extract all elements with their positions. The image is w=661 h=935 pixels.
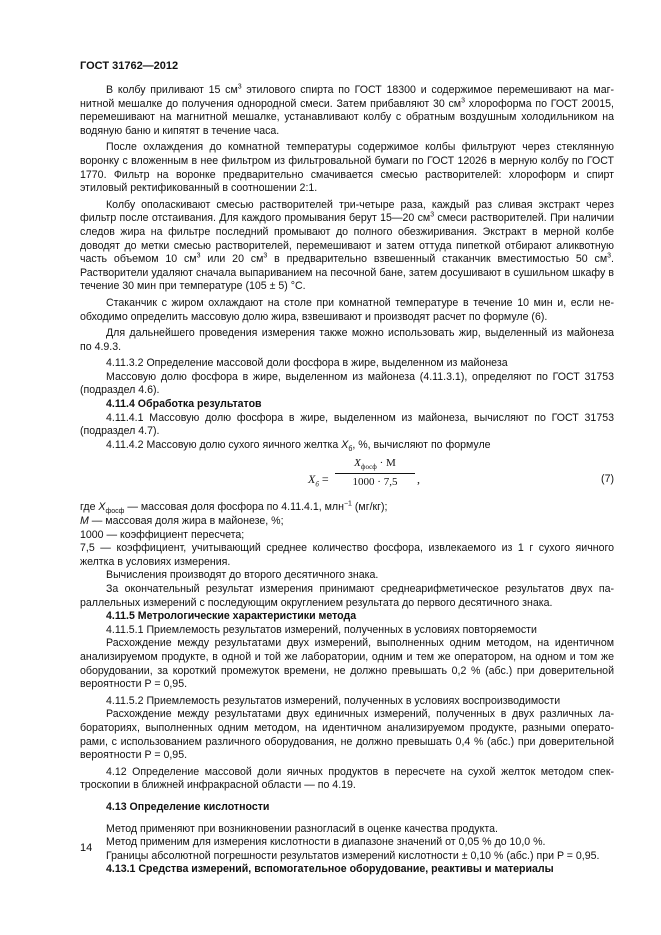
paragraph: Метод применяют при возникновении разногласий в оценке качества продукта.	[106, 822, 498, 835]
formula-symbol: X	[98, 501, 106, 514]
where-line	[80, 529, 614, 543]
paragraph: Метод применим для измерения кислотности в диапазоне значений от 0,05 % до 10,0 %.	[106, 836, 546, 849]
superscript: 3	[237, 83, 242, 91]
paragraph: Границы абсолютной погрешности результатов измерений кислотности ± 0,10 % (абс.) при P = 0,95.	[106, 849, 600, 862]
text-run: — коэффициент, учитывающий среднее количество фосфора, извлекаемого из 1 г сухого яичного желтка в условиях измерения.	[80, 542, 614, 568]
paragraph: Стаканчик с жиром охлаждают на столе при комнатной температуре в течение 10 мин и, если необходимо определить массовую долю жира, взвешивают и производят расчет по формуле (6).	[80, 296, 614, 323]
text-run: Колбу ополаскивают смесью растворителей три-четыре раза, каждый раз сливая экстракт через фильтр после отстаивания. Для каждого промывания берут 15—20 см	[80, 198, 614, 225]
equals-sign: =	[318, 472, 329, 487]
superscript: −1	[343, 500, 352, 508]
subsection-title: 4.11.3.2 Определение массовой доли фосфора в жире, выделенном из майонеза	[106, 357, 508, 370]
subsection-title: 4.11.5.2 Приемлемость результатов измерений, полученных в условиях воспроизводимости	[106, 694, 561, 707]
subscript: б	[315, 480, 319, 489]
main-content	[80, 84, 614, 877]
superscript: 3	[263, 252, 268, 260]
paragraph	[80, 84, 614, 138]
text-run: смеси растворителей. При наличии следов жира на фильтре последний промывают до полного обезжиривания. Экстракт в мерной колбе доводят до метки смесью растворителей, перемешивают и затем оттуда пипеткой отбирают аликвотную часть объемом 10 см	[80, 212, 614, 266]
superscript: 3	[430, 211, 435, 219]
text-run: · M	[376, 457, 396, 470]
text-run: В колбу приливают 15 см	[106, 84, 238, 96]
formula-lhs	[308, 473, 329, 487]
subscript: фосф	[105, 508, 125, 516]
text-run: . Растворители удаляют сначала выпариванием на песочной бане, затем досушивают в сушильном шкафу в течение 30 мин при температуре (105 ± 5) °С.	[80, 253, 614, 293]
where-line	[80, 501, 614, 515]
page-number: 14	[80, 842, 93, 854]
paragraph	[80, 439, 614, 453]
text-run: в предварительно взвешенный стаканчик вместимостью 50 см	[267, 253, 608, 266]
text-run: (мг/кг);	[351, 501, 388, 514]
term: 1000	[80, 528, 104, 541]
paragraph: За окончательный результат измерения принимают среднеарифметическое результатов двух параллельных измерений с последующим округлением результата до первого десятичного знака.	[80, 583, 614, 609]
section-heading: 4.13 Определение кислотности	[106, 800, 270, 813]
superscript: 3	[607, 252, 612, 260]
paragraph: После охлаждения до комнатной температуры содержимое колбы фильтруют через стеклянную воронку с вложенным в нее фильтром из фильтровальной бумаги по ГОСТ 12026 в мерную колбу по ГОСТ 1770. Фильтр на воронке предварительно смачивается смесью растворителей: хлороформ и спирт этиловый ректификованный в соотношении 2:1.	[80, 141, 614, 195]
formula-comma: ,	[417, 472, 420, 487]
subscript: б	[348, 445, 353, 453]
section-heading: 4.11.5 Метрологические характеристики метода	[106, 610, 357, 623]
paragraph: Для дальнейшего проведения измерения также можно использовать жир, выделенный из майонеза по 4.9.3.	[80, 327, 614, 353]
text-run: где	[80, 501, 99, 514]
text-run: или 20 см	[200, 253, 264, 266]
fraction-numerator	[335, 457, 415, 474]
text-run: , %, вычисляют по формуле	[352, 438, 491, 451]
superscript: 3	[196, 252, 201, 260]
formula-symbol: X	[354, 457, 361, 470]
paragraph: Вычисления производят до второго десятичного знака.	[106, 569, 379, 582]
formula-fraction	[335, 457, 415, 489]
paragraph: 4.12 Определение массовой доли яичных продуктов в пересчете на сухой желток методом спектроскопии в ближней инфракрасной области — по 4.19.	[80, 765, 614, 792]
formula-7	[80, 455, 614, 501]
text-run: этилового спирта по ГОСТ 18300 и содержимое перемешивают на магнитной мешалке до получения однородной смеси. Затем прибавляют 30 см	[80, 84, 614, 110]
term: 7,5	[80, 542, 95, 555]
text-run: — массовая доля жира в майонезе, %;	[88, 515, 284, 528]
page-header: ГОСТ 31762—2012	[80, 60, 179, 72]
text-run: хлороформа по ГОСТ 20015, перемешивают на магнитной мешалке, устанавливают колбу с обратным воздушным холодильником на водяную баню и кипятят в течение часа.	[80, 97, 614, 137]
where-line	[80, 542, 614, 569]
subsection-title: 4.11.5.1 Приемлемость результатов измерений, полученных в условиях повторяемости	[106, 623, 537, 636]
section-heading: 4.13.1 Средства измерений, вспомогательное оборудование, реактивы и материалы	[106, 863, 554, 876]
subscript: фосф	[360, 463, 377, 472]
paragraph: Расхождение между результатами двух измерений, выполненных одним методом, на идентичном анализируемом продукте, в одной и той же лаборатории, одним и тем же оператором, на одном и том же оборудовании, за короткий промежуток времени, не должно превышать 0,2 % (абс.) при доверительной вероятности P = 0,95.	[80, 637, 614, 691]
paragraph	[80, 199, 614, 294]
section-heading: 4.11.4 Обработка результатов	[106, 398, 262, 411]
formula-symbol: X	[341, 438, 349, 451]
paragraph: Расхождение между результатами двух единичных измерений, полученных в двух различных лабораториях, выполненных одним методом, на идентичном анализируемом продукте, разными операторами, с использованием различного оборудования, не должно превышать 0,4 % (абс.) при доверительной вероятности P = 0,95.	[80, 708, 614, 762]
paragraph: 4.11.4.1 Массовую долю фосфора в жире, выделенном из майонеза, вычисляют по ГОСТ 31753 (подраздел 4.7).	[80, 411, 614, 438]
text-run: — массовая доля фосфора по 4.11.4.1, млн	[124, 501, 344, 514]
text-run: 4.11.4.2 Массовую долю сухого яичного желтка	[106, 438, 342, 451]
formula-symbol: M	[80, 515, 89, 528]
formula-symbol: X	[308, 472, 316, 487]
fraction-denominator: 1000 · 7,5	[352, 476, 398, 489]
superscript: 3	[461, 97, 465, 105]
text-run: — коэффициент пересчета;	[103, 528, 245, 541]
formula-number: (7)	[601, 473, 614, 486]
where-line	[80, 515, 614, 529]
paragraph: Массовую долю фосфора в жире, выделенном из майонеза (4.11.3.1), определяют по ГОСТ 31753 (подраздел 4.6).	[80, 370, 614, 397]
